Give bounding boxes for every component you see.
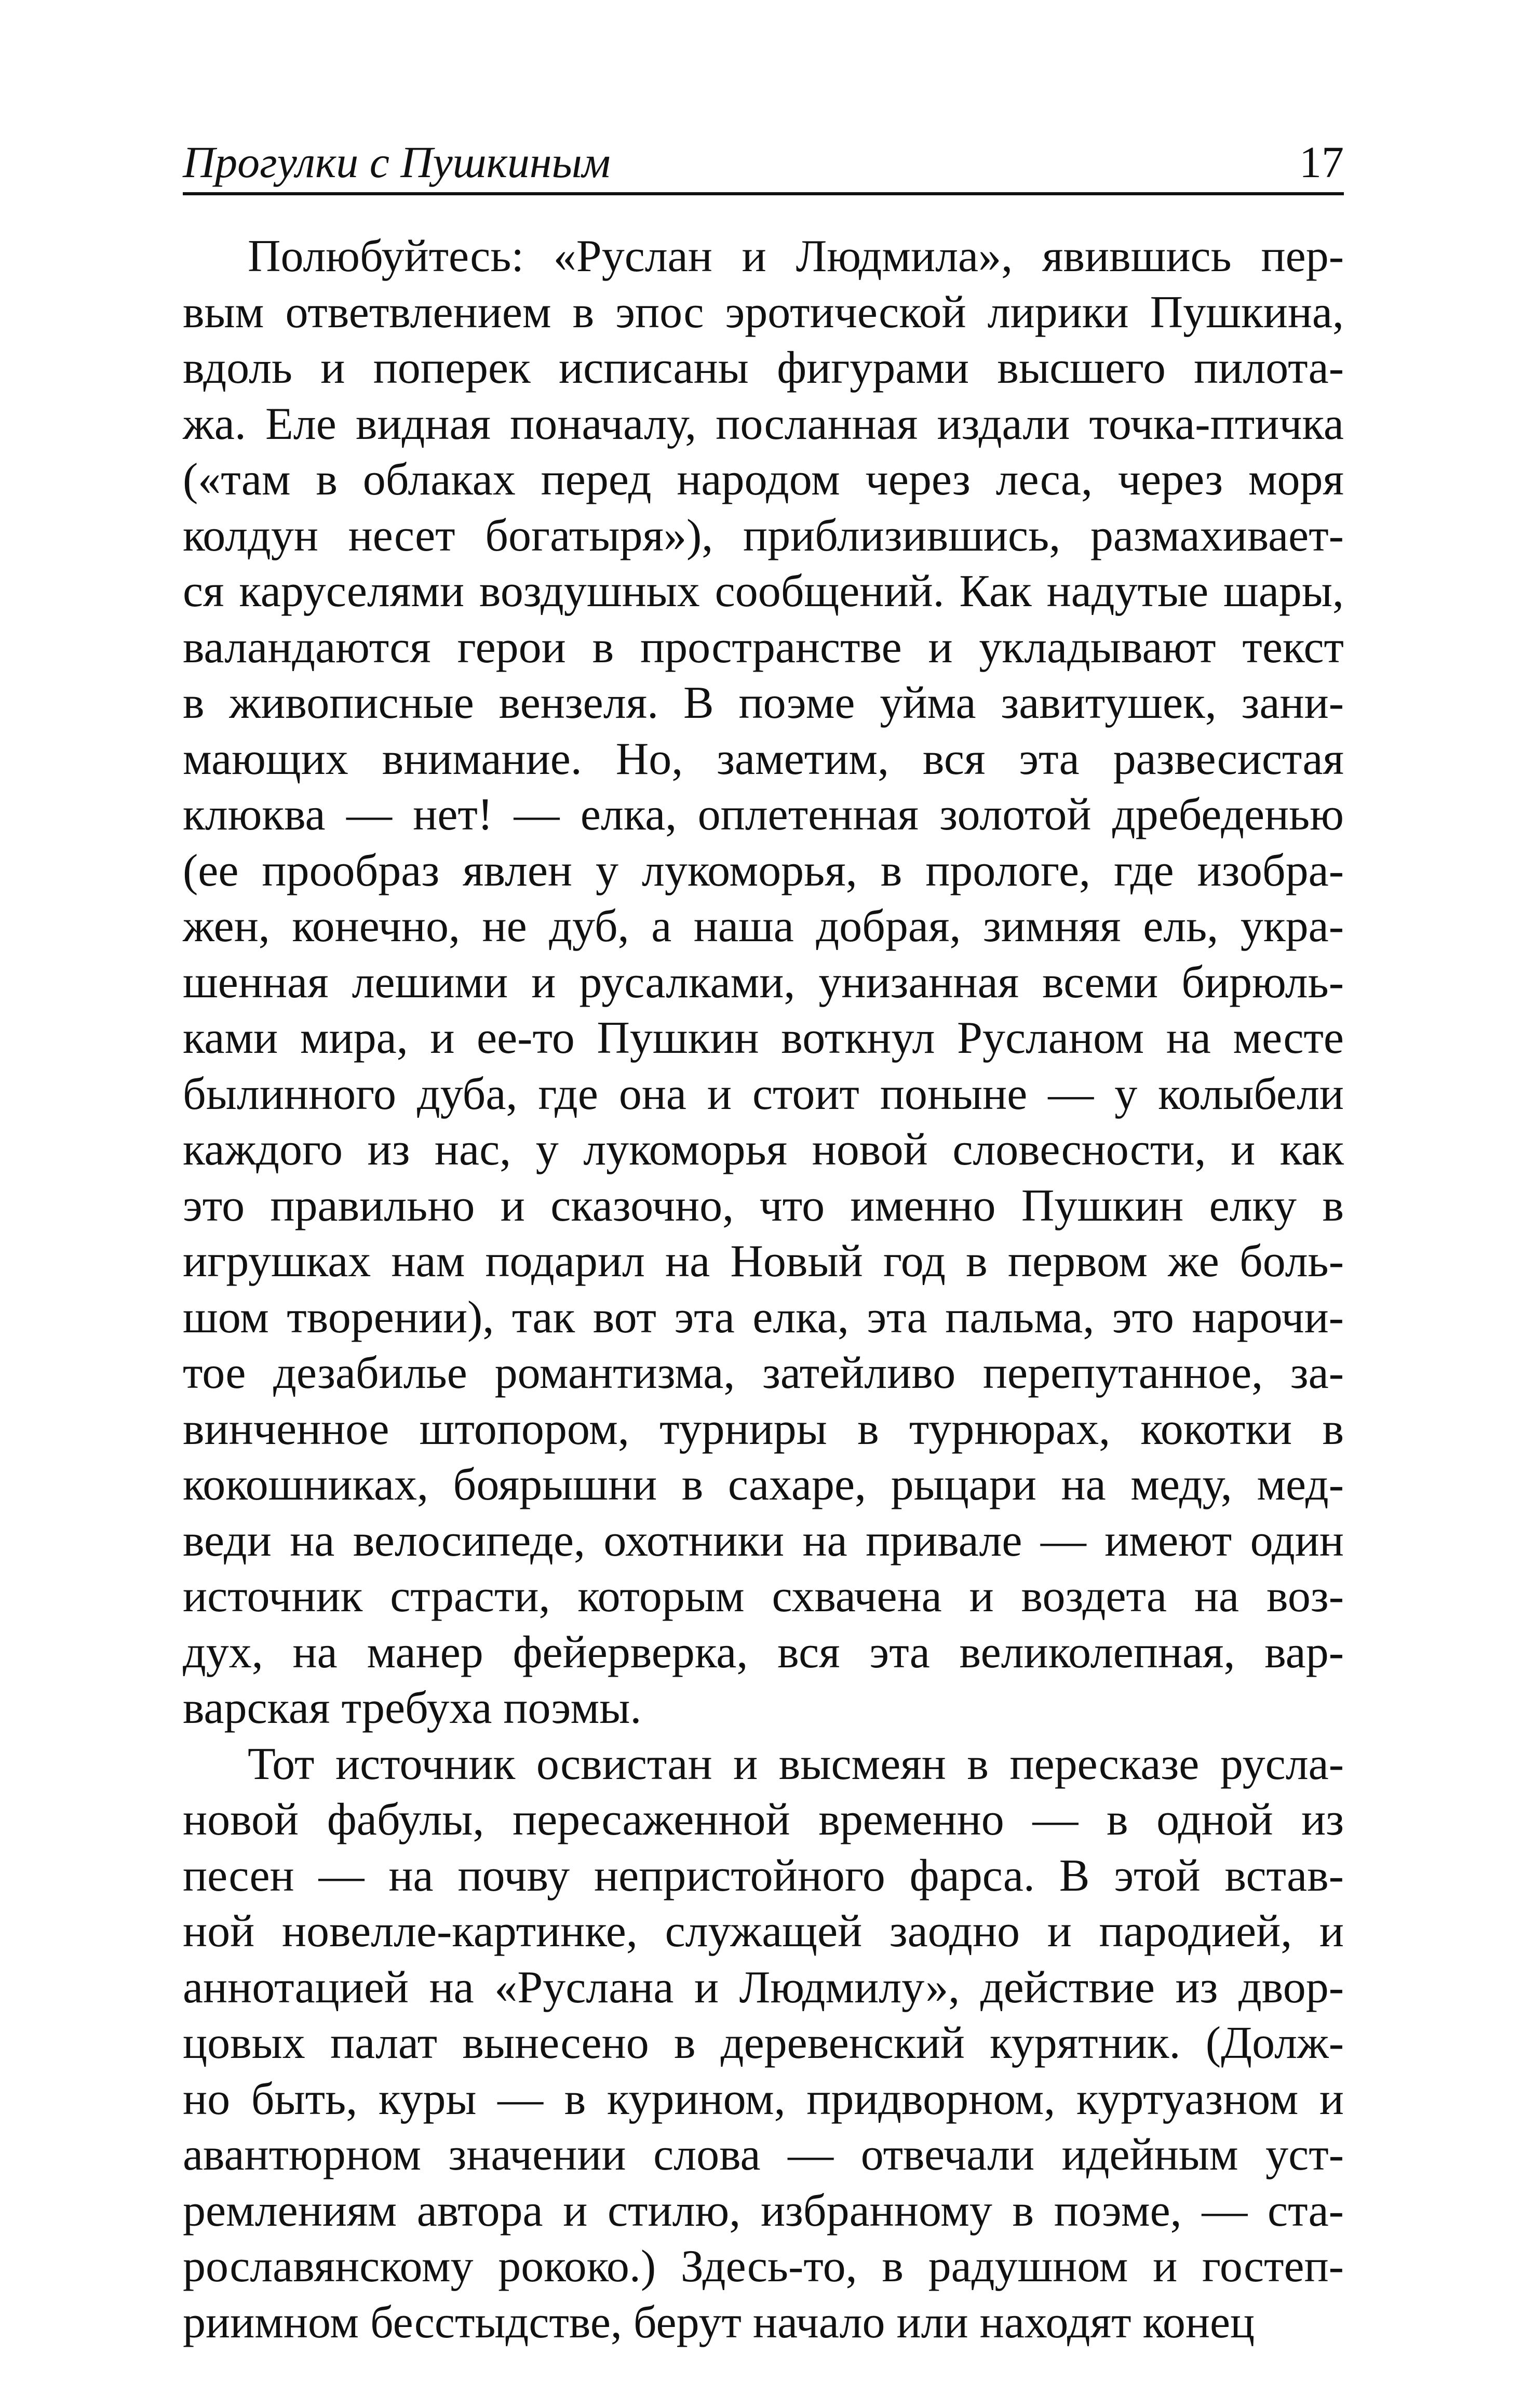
text-line: шенная лешими и русалками, унизанная всеми бирюль- — [183, 957, 1344, 1008]
text-line: кокошниках, боярышни в сахаре, рыцари на меду, мед- — [183, 1460, 1344, 1510]
text-line: Полюбуйтесь: «Руслан и Людмила», явившись пер- — [248, 231, 1344, 282]
text-line: рославянскому рококо.) Здесь-то, в радушном и гостеп- — [183, 2241, 1344, 2292]
text-line: варская требуха поэмы. — [183, 1683, 642, 1733]
text-line: Тот источник освистан и высмеян в пересказе русла- — [248, 1738, 1344, 1789]
text-line: вым ответвлением в эпос эротической лирики Пушкина, — [183, 287, 1344, 338]
text-line: винченное штопором, турниры в турнюрах, кокотки в — [183, 1403, 1344, 1454]
text-line: ками мира, и ее-то Пушкин воткнул Русланом на месте — [183, 1013, 1344, 1063]
text-line: тое дезабилье романтизма, затейливо перепутанное, за- — [183, 1348, 1344, 1398]
text-line: аннотацией на «Руслана и Людмилу», действие из двор- — [183, 1962, 1344, 2013]
text-line: веди на велосипеде, охотники на привале — имеют один — [183, 1515, 1344, 1566]
text-line: игрушках нам подарил на Новый год в первом же боль- — [183, 1236, 1344, 1287]
text-line: источник страсти, которым схвачена и воздета на воз- — [183, 1571, 1344, 1622]
running-head — [183, 125, 1344, 192]
body-text — [183, 229, 1344, 2350]
text-line: новой фабулы, пересаженной временно — в одной из — [183, 1795, 1344, 1845]
text-line: былинного дуба, где она и стоит поныне — у колыбели — [183, 1068, 1344, 1119]
text-line: цовых палат вынесено в деревенский курятник. (Долж- — [183, 2018, 1344, 2068]
running-title: Прогулки с Пушкиным — [183, 137, 611, 187]
text-line: ся каруселями воздушных сообщений. Как надутые шары, — [183, 566, 1344, 617]
text-line: мающих внимание. Но, заметим, вся эта развесистая — [183, 733, 1344, 784]
text-line: клюква — нет! — елка, оплетенная золотой дребеденью — [183, 790, 1344, 840]
text-line: песен — на почву непристойного фарса. В этой встав- — [183, 1850, 1344, 1901]
header-rule — [183, 192, 1344, 195]
paragraph-2 — [183, 1736, 1344, 2351]
text-line: каждого из нас, у лукоморья новой словесности, и как — [183, 1125, 1344, 1175]
text-line: авантюрном значении слова — отвечали идейным уст- — [183, 2130, 1344, 2180]
text-line: дух, на манер фейерверка, вся эта великолепная, вар- — [183, 1627, 1344, 1678]
text-line: риимном бесстыдстве, берут начало или находят конец — [183, 2297, 1255, 2348]
text-line: но быть, куры — в курином, придворном, куртуазном и — [183, 2073, 1344, 2124]
text-line: жен, конечно, не дуб, а наша добрая, зимняя ель, укра- — [183, 901, 1344, 952]
text-line: валандаются герои в пространстве и укладывают текст — [183, 622, 1344, 673]
text-line: в живописные вензеля. В поэме уйма завитушек, зани- — [183, 678, 1344, 728]
text-line: шом творении), так вот эта елка, эта пальма, это нарочи- — [183, 1292, 1344, 1343]
text-line: это правильно и сказочно, что именно Пушкин елку в — [183, 1180, 1344, 1231]
text-line: (ее прообраз явлен у лукоморья, в прологе, где изобра- — [183, 845, 1344, 896]
text-line: колдун несет богатыря»), приблизившись, размахивает- — [183, 510, 1344, 561]
text-line: жа. Еле видная поначалу, посланная издали точка-птичка — [183, 398, 1344, 449]
text-line: ной новелле-картинке, служащей заодно и пародией, и — [183, 1906, 1344, 1957]
paragraph-1 — [183, 229, 1344, 1736]
text-line: («там в облаках перед народом через леса, через моря — [183, 454, 1344, 505]
text-line: вдоль и поперек исписаны фигурами высшего пилота- — [183, 343, 1344, 393]
book-page — [183, 125, 1344, 2350]
page-number: 17 — [1299, 137, 1344, 187]
text-line: ремлениям автора и стилю, избранному в поэме, — ста- — [183, 2185, 1344, 2236]
